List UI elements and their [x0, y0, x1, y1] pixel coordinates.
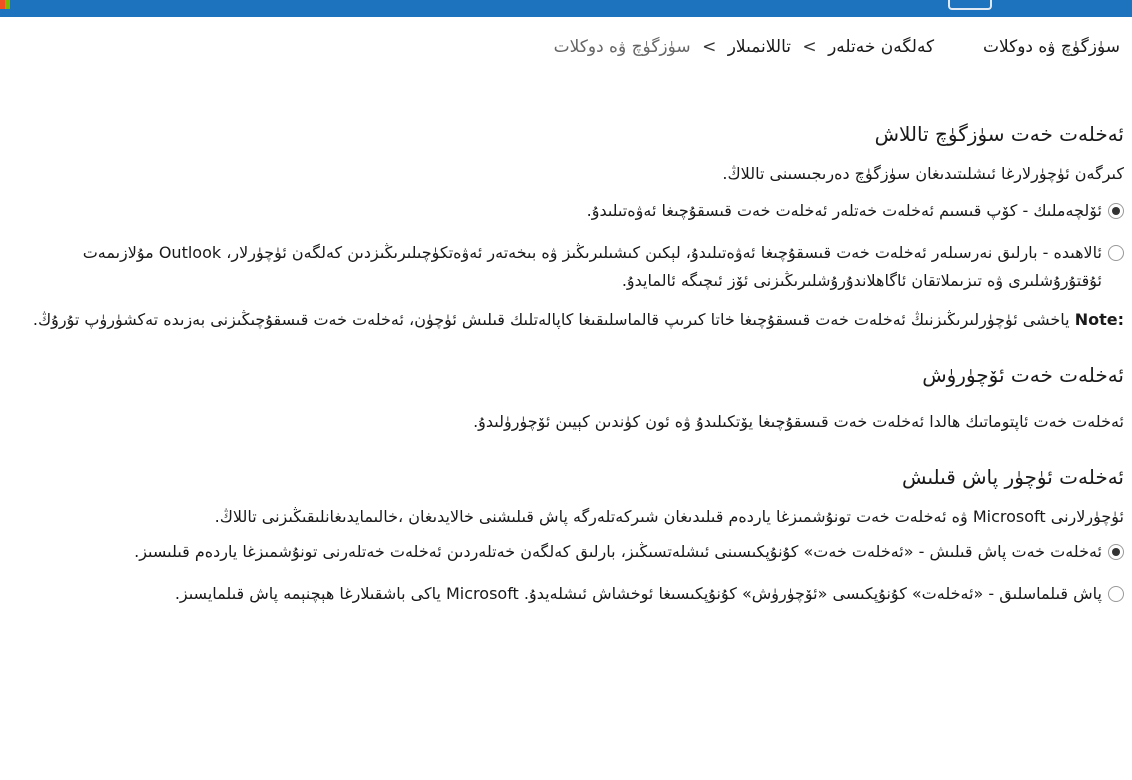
- report-option-no-report[interactable]: [8, 580, 1124, 608]
- report-option-report-label: ئەخلەت خەت پاش قىلىش - «ئەخلەت خەت» كۇنۇپكىسىنى ئىشلەتسىڭىز، بارلىق كەلگەن خەتلەردىن ئەخلەت خەتلەرنى تونۇشمىزغا ياردەم قىلىسىز.: [134, 542, 1102, 561]
- breadcrumb-item-inbox[interactable]: كەلگەن خەتلەر: [828, 37, 935, 57]
- report-option-no-report-label: پاش قىلماسلىق - «ئەخلەت» كۇنۇپكىسى «ئۆچۈرۈش» كۇنۇپكىسىغا ئوخشاش ئىشلەيدۇ. Microsoft ياكى باشقىلارغا ھېچنېمە پاش قىلمايسىز.: [174, 584, 1102, 603]
- breadcrumb-item-filters[interactable]: سۈزگۈچ ۋە دوكلات: [982, 37, 1120, 57]
- filter-option-exclusive-label: ئالاھىدە - بارلىق نەرسىلەر ئەخلەت خەت قىسقۇچىغا ئەۋەتىلىدۇ، لېكىن كىشىلىرىڭىز ۋە بىخەتەر ئەۋەتكۈچىلىرىڭىزدىن كەلگەن ئۈچۈرلار، Outlook مۇلازىمەت ئۇقتۇرۇشلىرى ۋە تىزىملاتقان ئاگاھلاندۇرۇشلىرىڭىزنى ئۆز ئىچىگە ئالمايدۇ.: [82, 243, 1102, 290]
- filter-option-standard-label: ئۆلچەملىك - كۆپ قىسىم ئەخلەت خەتلەر ئەخلەت خەت قىسقۇچىغا ئەۋەتىلىدۇ.: [586, 201, 1102, 220]
- breadcrumb: [554, 37, 1120, 57]
- breadcrumb-item-options[interactable]: تاللانمىلار: [727, 37, 791, 57]
- junk-report-section: [8, 465, 1124, 608]
- breadcrumb-current: سۈزگۈچ ۋە دوكلات: [553, 37, 691, 57]
- junk-report-description: ئۈچۈرلارنى Microsoft ۋە ئەخلەت خەت تونۇشمىزغا ياردەم قىلىدىغان شىركەتلەرگە پاش قىلىشنى خالايدىغان ،خالىمايدىغانلىقىڭىزنى تاللاڭ.: [214, 507, 1124, 526]
- radio-button-no-report[interactable]: [1108, 586, 1124, 602]
- junk-filter-title: ئەخلەت خەت سۈزگۈچ تاللاش: [874, 122, 1124, 146]
- note-label: Note:: [1074, 310, 1124, 329]
- breadcrumb-separator: >: [802, 37, 817, 57]
- breadcrumb-separator: >: [702, 37, 717, 57]
- junk-delete-description: ئەخلەت خەت ئاپتوماتىك ھالدا ئەخلەت خەت قىسقۇچىغا يۆتكىلىدۇ ۋە ئون كۈندىن كېيىن ئۆچۈرۈلىدۇ.: [473, 412, 1124, 431]
- report-option-report[interactable]: [8, 538, 1124, 566]
- junk-filter-description: كىرگەن ئۈچۈرلارغا ئىشلىتىدىغان سۈزگۈچ دەرىجىسىنى تاللاڭ.: [722, 164, 1124, 183]
- radio-button-report[interactable]: [1108, 544, 1124, 560]
- note-text-block: [8, 305, 1124, 335]
- top-notch: [948, 0, 992, 10]
- filter-option-exclusive[interactable]: [8, 239, 1124, 295]
- junk-delete-title: ئەخلەت خەت ئۆچۈرۈش: [922, 363, 1124, 387]
- radio-button-standard[interactable]: [1108, 203, 1124, 219]
- windows-logo-icon: [0, 0, 10, 9]
- main-content: [8, 115, 1124, 608]
- radio-button-exclusive[interactable]: [1108, 245, 1124, 261]
- top-bar: [0, 0, 1132, 17]
- junk-filter-section: [8, 122, 1124, 335]
- junk-report-title: ئەخلەت ئۈچۈر پاش قىلىش: [902, 465, 1124, 489]
- note-text: ياخشى ئۈچۈرلىرىڭىزنىڭ ئەخلەت خەت قىسقۇچىغا خاتا كىرىپ قالماسلىقىغا كاپالەتلىك قىلىش ئۈچۈن، ئەخلەت خەت قىسقۇچىڭىزنى بەزىدە تەكشۈرۈپ تۇرۇڭ.: [32, 310, 1070, 329]
- filter-option-standard[interactable]: [8, 197, 1124, 225]
- junk-delete-section: [8, 363, 1124, 431]
